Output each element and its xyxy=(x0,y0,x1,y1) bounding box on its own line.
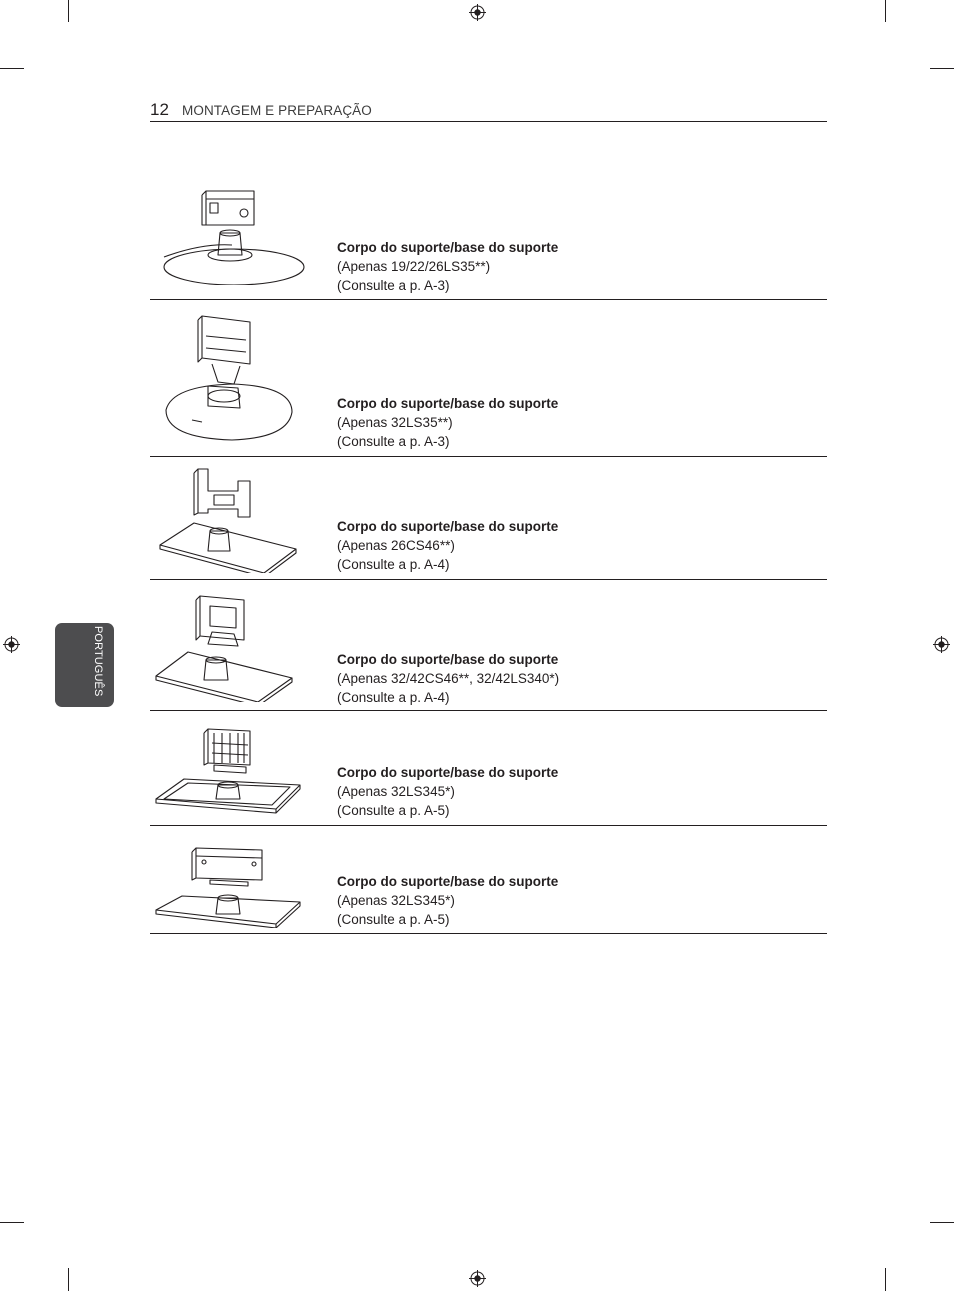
stand-item-title: Corpo do suporte/base do suporte xyxy=(337,765,559,780)
stand-item-models: (Apenas 32LS35**) xyxy=(337,415,453,430)
stand-item-models: (Apenas 19/22/26LS35**) xyxy=(337,259,491,274)
stand-item-reference: (Consulte a p. A-5) xyxy=(337,912,450,927)
stand-item-models: (Apenas 32LS345*) xyxy=(337,784,455,799)
registration-mark-icon xyxy=(933,636,950,653)
crop-mark xyxy=(0,1222,24,1223)
section-title: MONTAGEM E PREPARAÇÃO xyxy=(182,103,372,118)
stand-illustration-icon xyxy=(158,465,298,573)
crop-mark xyxy=(885,1268,886,1291)
header-divider xyxy=(150,121,827,122)
stand-item-text xyxy=(337,394,558,451)
crop-mark xyxy=(930,1222,954,1223)
stand-item-title: Corpo do suporte/base do suporte xyxy=(337,652,559,667)
stand-item-reference: (Consulte a p. A-4) xyxy=(337,557,450,572)
registration-mark-icon xyxy=(469,4,486,21)
language-tab xyxy=(55,623,114,707)
stand-item-title: Corpo do suporte/base do suporte xyxy=(337,396,559,411)
stand-item-row xyxy=(150,826,827,934)
stand-illustration-icon xyxy=(162,308,297,448)
crop-mark xyxy=(930,68,954,69)
stand-item-text xyxy=(337,238,558,295)
stand-item-title: Corpo do suporte/base do suporte xyxy=(337,240,559,255)
stand-item-row xyxy=(150,711,827,826)
page-number: 12 xyxy=(150,100,169,119)
stand-item-models: (Apenas 32LS345*) xyxy=(337,893,455,908)
language-tab-label: PORTUGUÊS xyxy=(92,626,104,697)
stand-item-reference: (Consulte a p. A-3) xyxy=(337,434,450,449)
registration-mark-icon xyxy=(469,1270,486,1287)
stand-item-text xyxy=(337,650,559,707)
stand-item-reference: (Consulte a p. A-5) xyxy=(337,803,450,818)
stand-item-row xyxy=(150,580,827,711)
crop-mark xyxy=(68,1268,69,1291)
stand-illustration-icon xyxy=(154,844,302,928)
registration-mark-icon xyxy=(3,636,20,653)
stand-item-reference: (Consulte a p. A-3) xyxy=(337,278,450,293)
stand-item-title: Corpo do suporte/base do suporte xyxy=(337,519,559,534)
stand-item-models: (Apenas 26CS46**) xyxy=(337,538,455,553)
crop-mark xyxy=(68,0,69,22)
crop-mark xyxy=(0,68,24,69)
stand-illustration-icon xyxy=(162,185,307,285)
stand-item-row xyxy=(150,180,827,300)
stand-item-text xyxy=(337,872,558,929)
stand-item-reference: (Consulte a p. A-4) xyxy=(337,690,450,705)
stand-item-title: Corpo do suporte/base do suporte xyxy=(337,874,559,889)
stand-item-row xyxy=(150,300,827,457)
stand-illustration-icon xyxy=(154,592,296,702)
stand-illustration-icon xyxy=(154,725,302,817)
stand-item-models: (Apenas 32/42CS46**, 32/42LS340*) xyxy=(337,671,560,686)
crop-mark xyxy=(885,0,886,22)
stand-item-text xyxy=(337,517,558,574)
stand-item-text xyxy=(337,763,558,820)
stand-item-row xyxy=(150,457,827,580)
